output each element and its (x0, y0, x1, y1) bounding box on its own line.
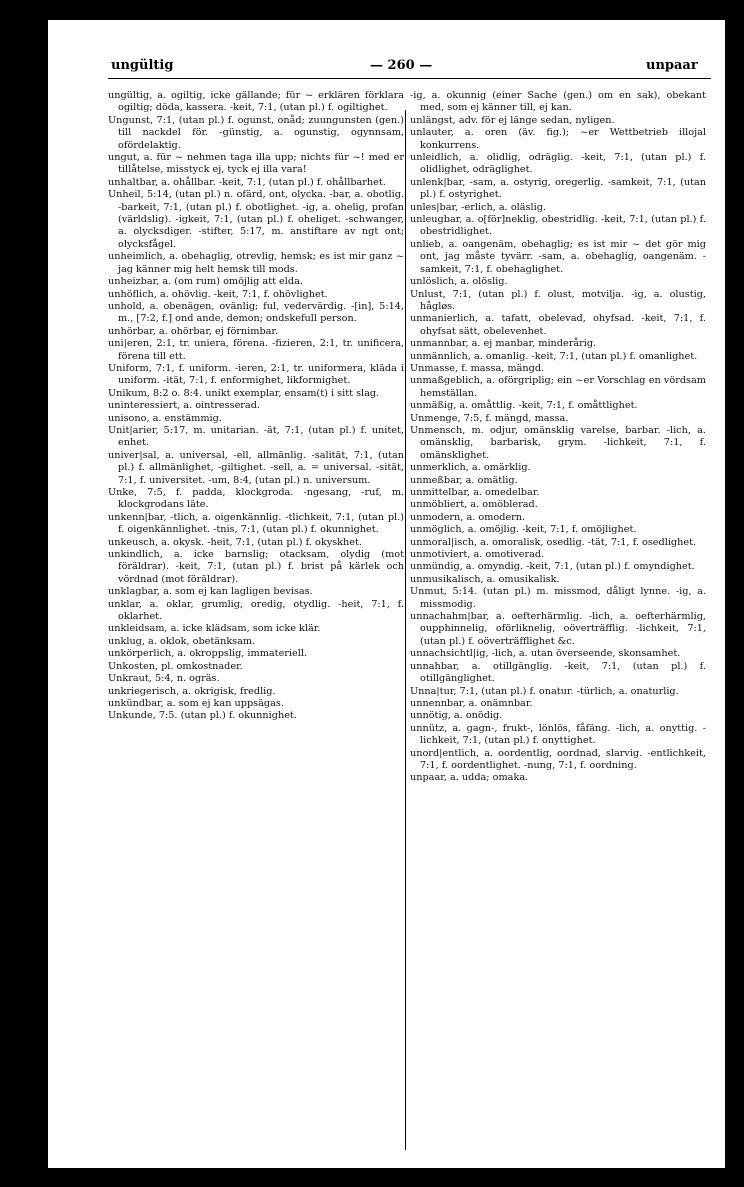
dictionary-entry: unmittelbar, a. omedelbar. (410, 487, 540, 498)
dictionary-entry: Unheil, 5:14, (utan pl.) n. ofärd, ont, olycka. -bar, a. obotlig. -barkeit, 7:1, (utan pl.) f. obotlighet. -ig, a. ohelig, profan (världslig). -igkeit, 7:1, (utan pl.) f. oheliget. -schwanger, a. olycksdiger. -stifter, 5:17, m. anstiftare av ngt ont; olycksfågel. (108, 189, 404, 250)
dictionary-entry: -ig, a. okunnig (einer Sache (gen.) om en sak), obekant med, som ej känner till, ej kan. (410, 90, 706, 114)
dictionary-entry: unklar, a. oklar, grumlig, oredig, otydlig. -heit, 7:1, f. oklarhet. (108, 598, 404, 623)
dictionary-entry: unles|bar, -erlich, a. oläslig. (410, 201, 546, 213)
dictionary-entry: Uniform, 7:1, f. uniform. -ieren, 2:1, tr. uniformera, kläda i uniform. -ität, 7:1, f. enformighet, likformighet. (108, 362, 404, 387)
dictionary-entry: unmoral|isch, a. omoralisk, osedlig. -tät, 7:1, f. osedlighet. (410, 536, 697, 548)
dictionary-entry: uninteressiert, a. ointresserad. (108, 400, 260, 412)
dictionary-entry: unmöglich, a. omöjlig. -keit, 7:1, f. omöjlighet. (410, 524, 637, 536)
dictionary-entry: unnachsichtl|ig, -lich, a. utan överseende, skonsamhet. (410, 648, 681, 660)
dictionary-entry: Unkosten, pl. omkostnader. (108, 660, 243, 672)
dictionary-entry: unmännlich, a. omanlig. -keit, 7:1, (utan pl.) f. omanlighet. (410, 350, 698, 362)
page-number: — 260 — (370, 58, 433, 73)
dictionary-entry: unisono, a. enstämmig. (108, 412, 222, 424)
dictionary-entry: unmündig, a. omyndig. -keit, 7:1, (utan pl.) f. omyndighet. (410, 561, 695, 573)
dictionary-entry: unhörbar, a. ohörbar, ej förnimbar. (108, 325, 279, 337)
dictionary-entry: unhaltbar, a. ohållbar. -keit, 7:1, (utan pl.) f. ohållbarhet. (108, 176, 386, 188)
dictionary-entry: unkörperlich, a. okroppslig, immateriell. (108, 648, 308, 660)
header-left-guideword: ungültig (111, 58, 174, 73)
dictionary-entry: unkündbar, a. som ej kan uppsägas. (108, 697, 284, 709)
dictionary-entry: unmeßbar, a. omätlig. (410, 474, 518, 486)
dictionary-entry: Unna|tur, 7:1, (utan pl.) f. onatur. -türlich, a. onaturlig. (410, 685, 679, 697)
dictionary-entry: unmannbar, a. ej manbar, minderårig. (410, 338, 597, 350)
dictionary-entry: unmodern, a. omodern. (410, 511, 526, 523)
dictionary-entry: unleidlich, a. olidlig, odräglig. -keit, 7:1, (utan pl.) f. olidlighet, odräglighet. (410, 152, 706, 176)
dictionary-entry: ungültig, a. ogiltig, icke gällande; für ~ erklären förklara ogiltig; döda, kassera. -keit, 7:1, (utan pl.) f. ogiltighet. (108, 90, 404, 114)
dictionary-entry: unhold, a. obenägen, ovänlig; ful, vedervärdig. -[in], 5:14, m., [7:2, f.] ond ande, demon; ondskefull person. (108, 300, 404, 325)
dictionary-entry: uni|eren, 2:1, tr. uniera, förena. -fizieren, 2:1, tr. unificera, förena till ett. (108, 338, 404, 362)
dictionary-entry: unnütz, a. gagn-, frukt-, lönlös, fåfäng. -lich, a. onyttig. -lichkeit, 7:1, (utan pl.) f. onyttighet. (410, 722, 706, 747)
dictionary-entry: Unkunde, 7:5. (utan pl.) f. okunnighet. (108, 710, 297, 722)
dictionary-entry: unnahbar, a. otillgänglig. -keit, 7:1, (utan pl.) f. otillgänglighet. (410, 660, 706, 685)
dictionary-entry: unmotiviert, a. omotiverad. (410, 549, 545, 561)
dictionary-entry: unmöbliert, a. omöblerad. (410, 499, 538, 511)
dictionary-entry: Unmenge, 7:5, f. mängd, massa. (410, 412, 569, 424)
dictionary-entry: ungut, a. für ~ nehmen taga illa upp; nichts für ~! med er tillåtelse, misstyck ej, tyck ej illa vara! (108, 152, 404, 176)
dictionary-entry: unpaar, a. udda; omaka. (410, 772, 529, 784)
dictionary-entry: unleugbar, a. o[för]neklig, obestridlig. -keit, 7:1, (utan pl.) f. obestridlighet. (410, 214, 706, 238)
dictionary-entry: Unmensch, m. odjur, omänsklig varelse, barbar. -lich, a. omänsklig, barbarisk, grym. -lichkeit, 7:1, f. omänsklighet. (410, 424, 706, 461)
header-rule (108, 78, 711, 79)
dictionary-entry: unklug, a. oklok, obetänksam. (108, 635, 256, 647)
dictionary-entry: unlieb, a. oangenäm, obehaglig; es ist mir ~ det gör mig ont, jag måste tyvärr. -sam, a. obehaglig, oangenäm. -samkeit, 7:1, f. obehaglighet. (410, 238, 706, 275)
dictionary-entry: Unikum, 8:2 o. 8:4. unikt exemplar, ensam(t) i sitt slag. (108, 387, 380, 399)
dictionary-entry: Unmasse, f. massa, mängd. (410, 362, 545, 374)
right-column (410, 90, 706, 785)
dictionary-entry: Unmut, 5:14. (utan pl.) m. missmod, dåligt lynne. -ig, a. missmodig. (410, 586, 706, 610)
dictionary-entry: unkindlich, a. icke barnslig; otacksam, olydig (mot föräldrar). -keit, 7:1, (utan pl.) f. brist på kärlek och vördnad (mot föräldrar). (108, 549, 404, 585)
dictionary-entry: unlenk|bar, -sam, a. ostyrig, oregerlig. -samkeit, 7:1, (utan pl.) f. ostyrighet. (410, 176, 706, 201)
dictionary-entry: unhöflich, a. ohövlig. -keit, 7:1, f. ohövlighet. (108, 288, 328, 300)
dictionary-entry: unmerklich, a. omärklig. (410, 462, 531, 474)
dictionary-entry: unmusikalisch, a. omusikalisk. (410, 573, 560, 585)
dictionary-entry: unkleidsam, a. icke klädsam, som icke klär. (108, 623, 321, 635)
dictionary-entry: unkeusch, a. okysk. -heit, 7:1, (utan pl.) f. okyskhet. (108, 536, 362, 548)
dictionary-entry: unkriegerisch, a. okrigisk, fredlig. (108, 685, 276, 697)
dictionary-entry: unlängst, adv. för ej länge sedan, nyligen. (410, 114, 615, 126)
left-column (108, 90, 404, 723)
dictionary-entry: Ungunst, 7:1, (utan pl.) f. ogunst, onåd; zuungunsten (gen.) till nackdel för. -günstig, a. ogunstig, ogynnsam, ofördelaktig. (108, 114, 404, 151)
dictionary-entry: Unit|arier, 5:17, m. unitarian. -ät, 7:1, (utan pl.) f. unitet, enhet. (108, 424, 404, 449)
dictionary-entry: unheizbar, a. (om rum) omöjlig att elda. (108, 276, 303, 288)
dictionary-entry: unklagbar, a. som ej kan lagligen bevisas. (108, 586, 313, 598)
dictionary-entry: unnennbar, a. onämnbar. (410, 697, 533, 709)
dictionary-entry: Unlust, 7:1, (utan pl.) f. olust, motvilja. -ig, a. olustig, hågløs. (410, 288, 706, 312)
dictionary-entry: unkenn|bar, -tlich, a. oigenkännlig. -tlichkeit, 7:1, (utan pl.) f. oigenkännlighet. -tnis, 7:1, (utan pl.) f. okunnighet. (108, 511, 404, 536)
dictionary-entry: unmäßig, a. omåttlig. -keit, 7:1, f. omåttlighet. (410, 400, 638, 412)
dictionary-entry: unheimlich, a. obehaglig, otrevlig, hemsk; es ist mir ganz ~ jag känner mig helt hemsk till mods. (108, 251, 404, 275)
page-header (48, 58, 725, 80)
column-divider (405, 110, 406, 1150)
header-right-guideword: unpaar (646, 58, 698, 73)
dictionary-entry: Unkraut, 5:4, n. ogräs. (108, 673, 220, 685)
dictionary-entry: unord|entlich, a. oordentlig, oordnad, slarvig. -entlichkeit, 7:1, f. oordentlighet. -nung, 7:1, f. oordning. (410, 747, 706, 771)
dictionary-entry: Unke, 7:5, f. padda, klockgroda. -ngesang, -ruf, m. klockgrodans läte. (108, 487, 404, 511)
dictionary-page (48, 20, 725, 1168)
dictionary-entry: unmaßgeblich, a. oförgriplig; ein ~er Vorschlag en vördsam hemställan. (410, 375, 706, 399)
dictionary-entry: unlauter, a. oren (äv. fig.); ~er Wettbetrieb illojal konkurrens. (410, 127, 706, 151)
dictionary-entry: unnachahm|bar, a. oefterhärmlig. -lich, a. oefterhärmlig, oupphinnelig, oförliknelig, oöverträfflig. -lichkeit, 7:1, (utan pl.) f. oöverträfflighet &c. (410, 611, 706, 647)
dictionary-entry: univer|sal, a. universal, -ell, allmänlig. -salität, 7:1, (utan pl.) f. allmänlighet, -giltighet. -sell, a. = universal. -sität, 7:1, f. universitet. -um, 8:4, (utan pl.) n. universum. (108, 449, 404, 486)
dictionary-entry: unmanierlich, a. tafatt, obelevad, ohyfsad. -keit, 7:1, f. ohyfsat sätt, obelevenhet. (410, 313, 706, 337)
dictionary-entry: unnötig, a. onödig. (410, 710, 503, 722)
dictionary-entry: unlöslich, a. olöslig. (410, 276, 508, 288)
